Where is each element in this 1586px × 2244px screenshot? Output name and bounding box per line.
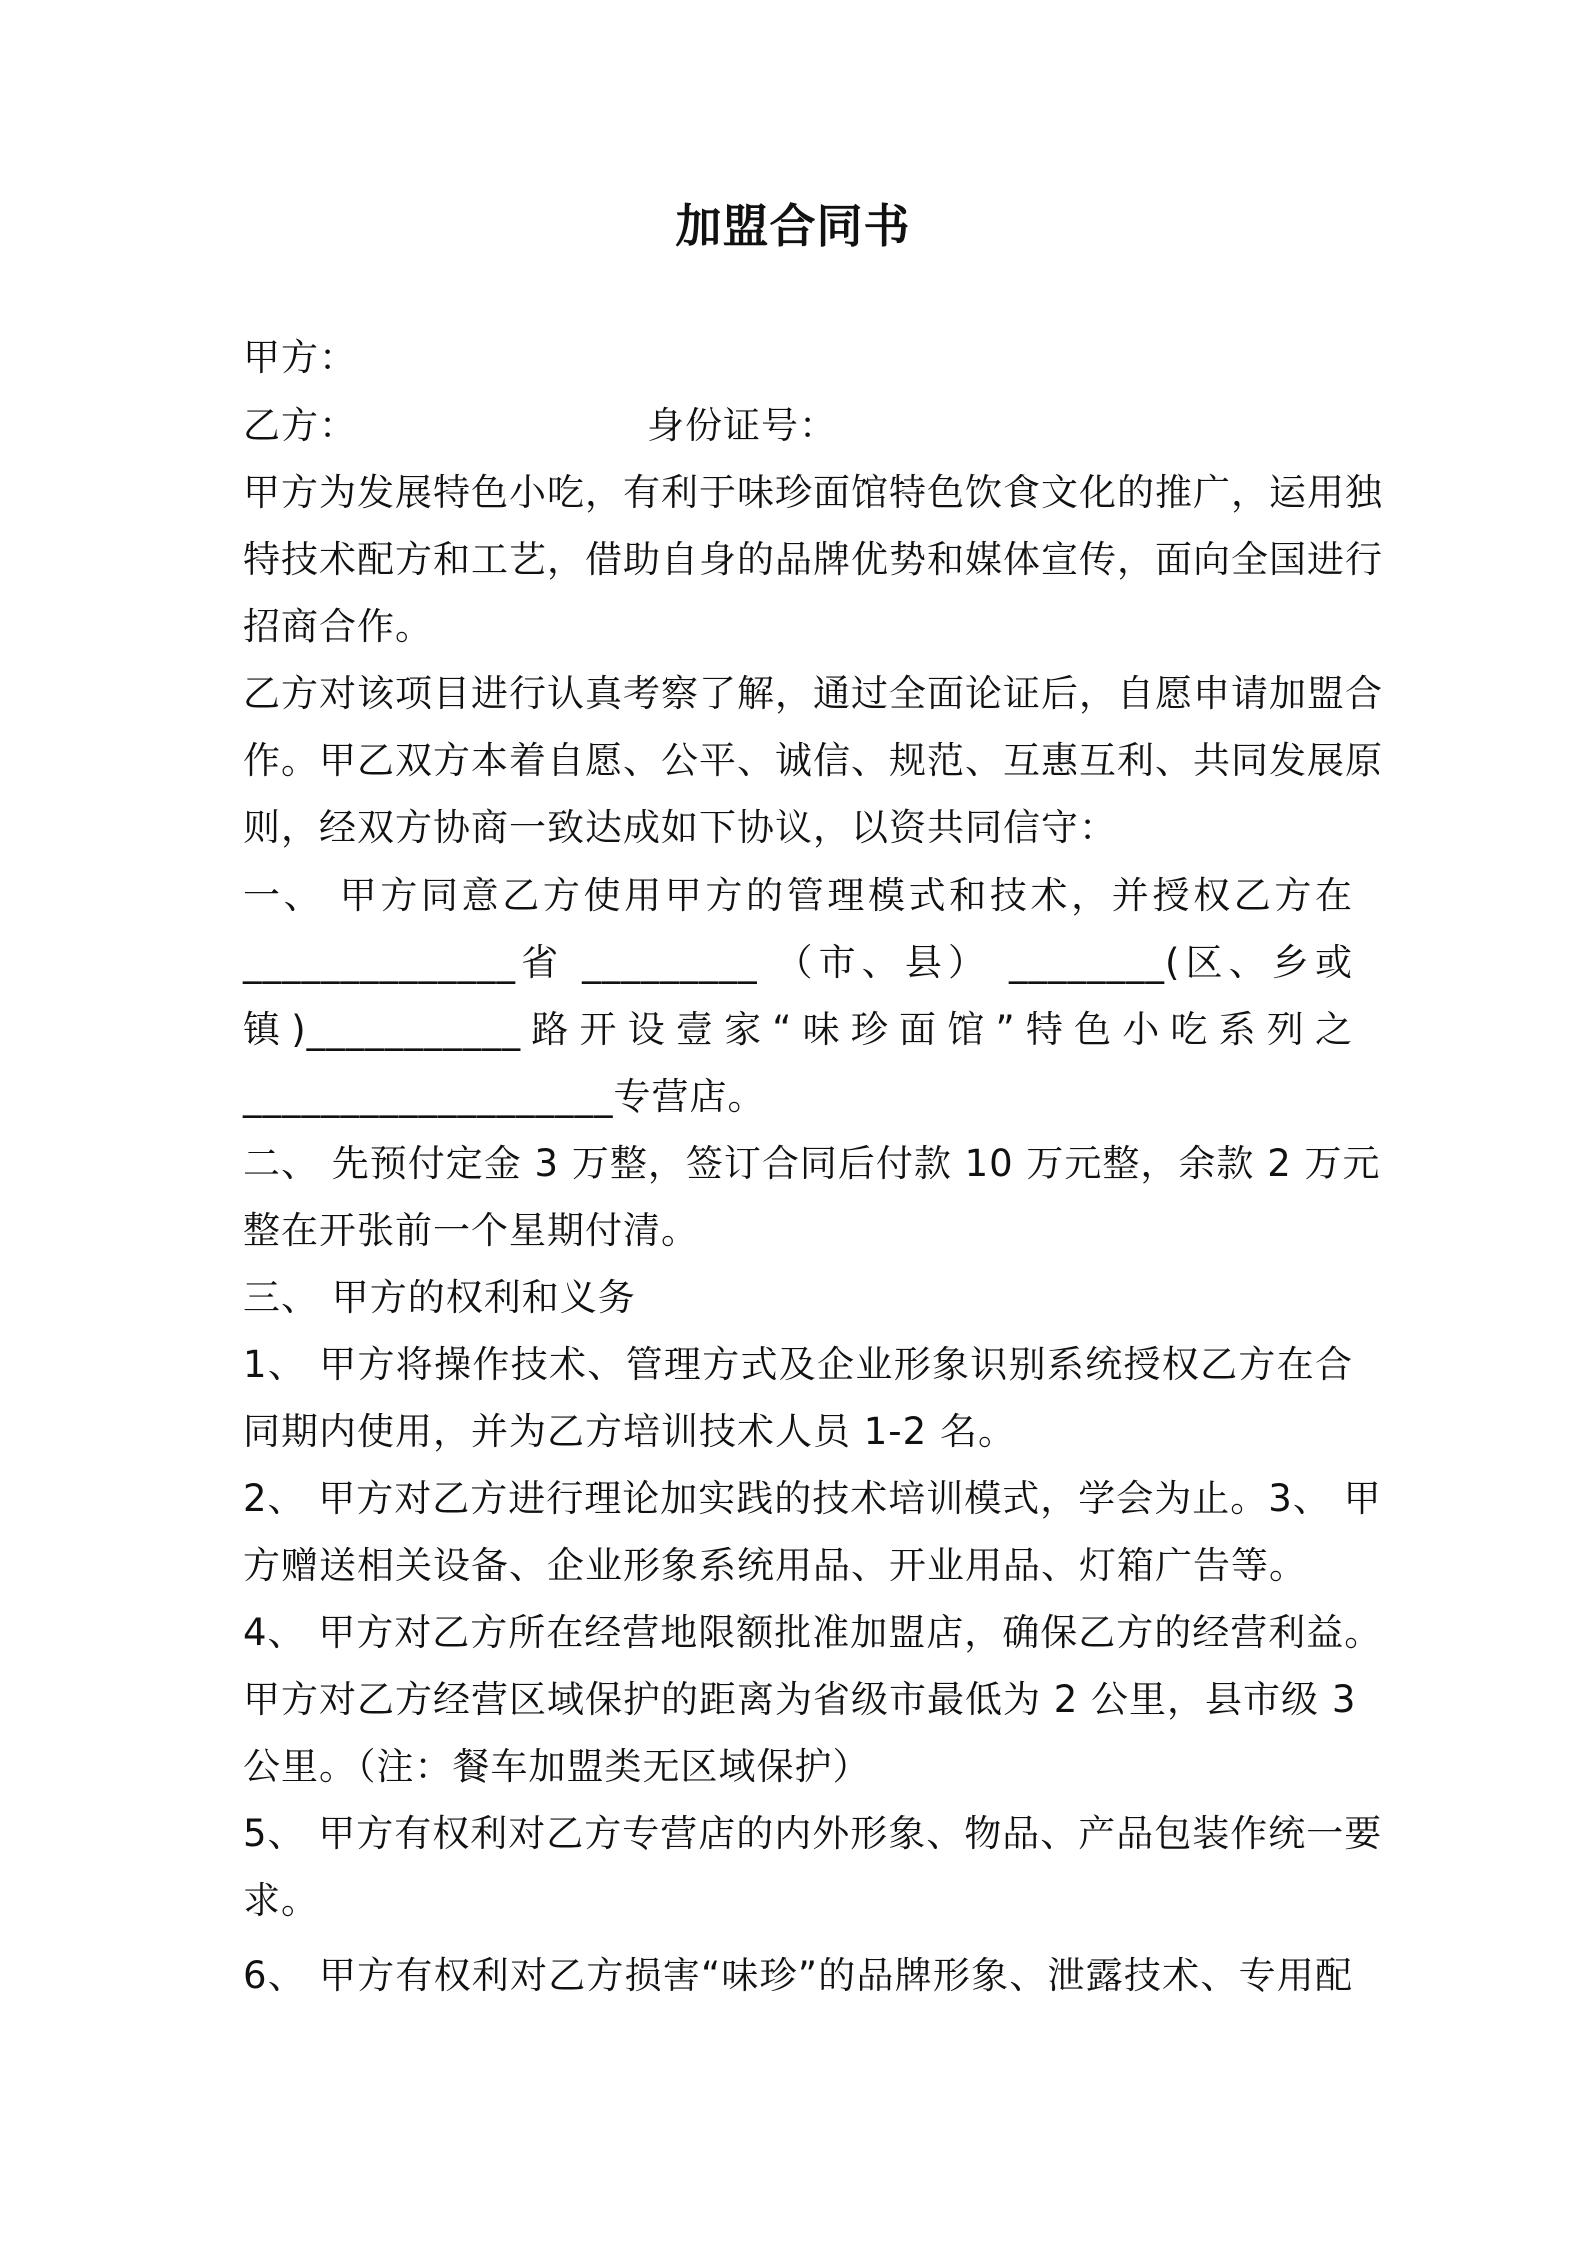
clause-three-item: 1、 甲方将操作技术、管理方式及企业形象识别系统授权乙方在合: [243, 1343, 1353, 1386]
clause-three-item: 方赠送相关设备、企业形象系统用品、开业用品、灯箱广告等。: [243, 1544, 1307, 1587]
paragraph-line: 作。甲乙双方本着自愿、公平、诚信、规范、互惠互利、共同发展原: [243, 739, 1383, 782]
party-b-label: [243, 400, 1353, 452]
paragraph-line: 则，经双方协商一致达成如下协议，以资共同信守：: [243, 806, 1117, 849]
clause-three-item: 同期内使用，并为乙方培训技术人员 1-2 名。: [243, 1410, 1016, 1453]
clause-three-item: 求。: [243, 1879, 319, 1922]
clause-three-heading: 三、 甲方的权利和义务: [243, 1276, 636, 1319]
clause-three-item: 4、 甲方对乙方所在经营地限额批准加盟店，确保乙方的经营利益。: [243, 1611, 1383, 1654]
clause-three-item: 6、 甲方有权利对乙方损害“味珍”的品牌形象、泄露技术、专用配: [243, 1954, 1353, 1997]
clause-three-item: 5、 甲方有权利对乙方专营店的内外形象、物品、产品包装作统一要: [243, 1812, 1383, 1855]
clause-one-line: 镇)___________路开设壹家“味珍面馆”特色小吃系列之: [243, 1008, 1353, 1051]
id-number-label: 身份证号：: [647, 404, 837, 447]
clause-one-line: ______________省 _________ （市、县） ________(区、乡或: [243, 941, 1353, 984]
document-title: 加盟合同书: [675, 199, 911, 253]
paragraph-line: 招商合作。: [243, 605, 433, 648]
party-a-label: 甲方：: [243, 336, 357, 379]
clause-one-line: 一、 甲方同意乙方使用甲方的管理模式和技术，并授权乙方在: [243, 874, 1353, 917]
clause-three-item: 甲方对乙方经营区域保护的距离为省级市最低为 2 公里，县市级 3: [243, 1678, 1357, 1721]
paragraph-line: 特技术配方和工艺，借助自身的品牌优势和媒体宣传，面向全国进行: [243, 538, 1383, 581]
paragraph-line: 甲方为发展特色小吃，有利于味珍面馆特色饮食文化的推广，运用独: [243, 471, 1383, 514]
clause-three-item: 2、 甲方对乙方进行理论加实践的技术培训模式，学会为止。3、 甲: [243, 1477, 1382, 1520]
clause-three-item: 公里。（注：餐车加盟类无区域保护）: [243, 1745, 871, 1788]
clause-two-line: 整在开张前一个星期付清。: [243, 1209, 699, 1252]
party-b-text: 乙方：: [243, 404, 357, 447]
clause-one-line: ___________________专营店。: [243, 1075, 766, 1118]
paragraph-line: 乙方对该项目进行认真考察了解，通过全面论证后，自愿申请加盟合: [243, 672, 1383, 715]
clause-two-line: 二、 先预付定金 3 万整，签订合同后付款 10 万元整，余款 2 万元: [243, 1142, 1381, 1185]
